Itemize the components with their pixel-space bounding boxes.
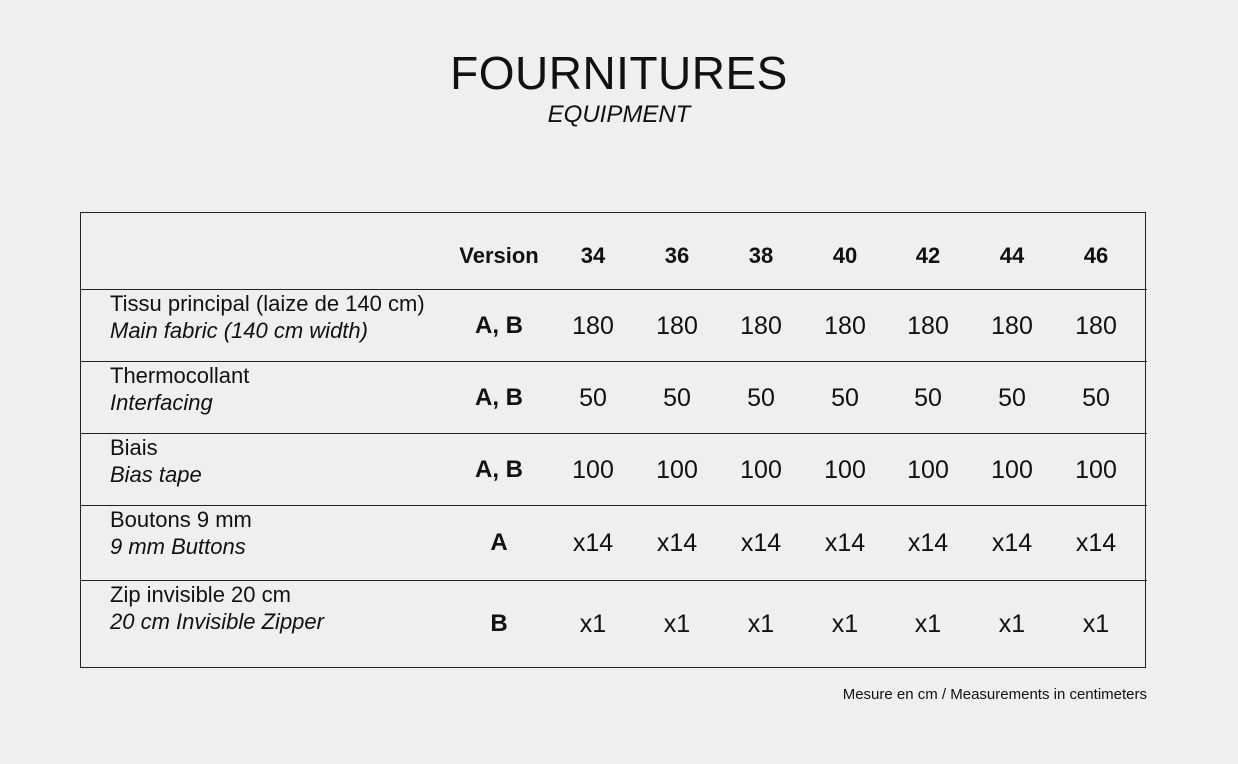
value-cell: 50: [579, 383, 607, 412]
item-name-en: 9 mm Buttons: [110, 534, 246, 559]
value-cell: x14: [572, 529, 614, 557]
value-cell: 100: [1075, 455, 1117, 484]
version-cell: A, B: [475, 455, 523, 483]
value-cell: 100: [572, 455, 614, 484]
value-cell: 180: [907, 311, 949, 340]
item-label: [110, 362, 460, 433]
page-subtitle: EQUIPMENT: [547, 101, 691, 128]
header-size-38: 38: [748, 243, 774, 268]
table-row-bias-tape: [81, 434, 1147, 506]
value-cell: 50: [1082, 383, 1110, 412]
value-cell: 100: [907, 455, 949, 484]
table-row-main-fabric: [81, 290, 1147, 362]
value-cell: 100: [656, 455, 698, 484]
value-cell: x14: [656, 529, 698, 557]
table-header-row: [81, 213, 1147, 290]
value-cell: 50: [663, 383, 691, 412]
value-cell: x1: [747, 610, 775, 638]
version-cell: B: [490, 610, 508, 637]
table-row-zipper: [81, 581, 1147, 667]
value-cell: 100: [991, 455, 1033, 484]
header-size-36: 36: [664, 243, 690, 268]
value-cell: 180: [740, 311, 782, 340]
item-name-en: Main fabric (140 cm width): [110, 318, 368, 343]
value-cell: x1: [579, 610, 607, 638]
header-size-40: 40: [832, 243, 858, 268]
header-size-34: 34: [580, 243, 606, 268]
header-version: Version: [459, 243, 539, 268]
measurement-footnote: Mesure en cm / Measurements in centimeters: [842, 686, 1147, 703]
table-row-interfacing: [81, 362, 1147, 434]
value-cell: 50: [747, 383, 775, 412]
value-cell: 100: [740, 455, 782, 484]
value-cell: 180: [1075, 311, 1117, 340]
header-size-46: 46: [1083, 243, 1109, 268]
header-item: [110, 213, 460, 289]
header-size-44: 44: [999, 243, 1025, 268]
value-cell: 180: [824, 311, 866, 340]
item-label: [110, 506, 460, 580]
item-name-en: Interfacing: [110, 390, 213, 415]
item-name-en: 20 cm Invisible Zipper: [110, 609, 324, 634]
item-name-fr: Tissu principal (laize de 140 cm): [110, 291, 425, 316]
item-label: [110, 434, 460, 505]
value-cell: x1: [663, 610, 691, 638]
item-name-en: Bias tape: [110, 462, 202, 487]
version-cell: A: [490, 529, 508, 556]
value-cell: x1: [1082, 610, 1110, 638]
item-name-fr: Thermocollant: [110, 363, 250, 388]
item-label: [110, 581, 460, 667]
value-cell: 50: [998, 383, 1026, 412]
value-cell: x1: [998, 610, 1026, 638]
value-cell: 100: [824, 455, 866, 484]
supplies-table: [80, 212, 1146, 668]
value-cell: 50: [914, 383, 942, 412]
value-cell: x14: [991, 529, 1033, 557]
value-cell: x1: [914, 610, 942, 638]
value-cell: x14: [740, 529, 782, 557]
value-cell: x14: [907, 529, 949, 557]
value-cell: 50: [831, 383, 859, 412]
table-row-buttons: [81, 506, 1147, 581]
value-cell: x1: [831, 610, 859, 638]
value-cell: 180: [572, 311, 614, 340]
value-cell: 180: [656, 311, 698, 340]
value-cell: x14: [824, 529, 866, 557]
item-name-fr: Biais: [110, 435, 158, 460]
header-size-42: 42: [915, 243, 941, 268]
version-cell: A, B: [475, 311, 523, 339]
item-label: [110, 290, 460, 361]
item-name-fr: Zip invisible 20 cm: [110, 582, 291, 607]
value-cell: x14: [1075, 529, 1117, 557]
item-name-fr: Boutons 9 mm: [110, 507, 252, 532]
page-title: FOURNITURES: [450, 47, 788, 99]
value-cell: 180: [991, 311, 1033, 340]
version-cell: A, B: [475, 383, 523, 411]
